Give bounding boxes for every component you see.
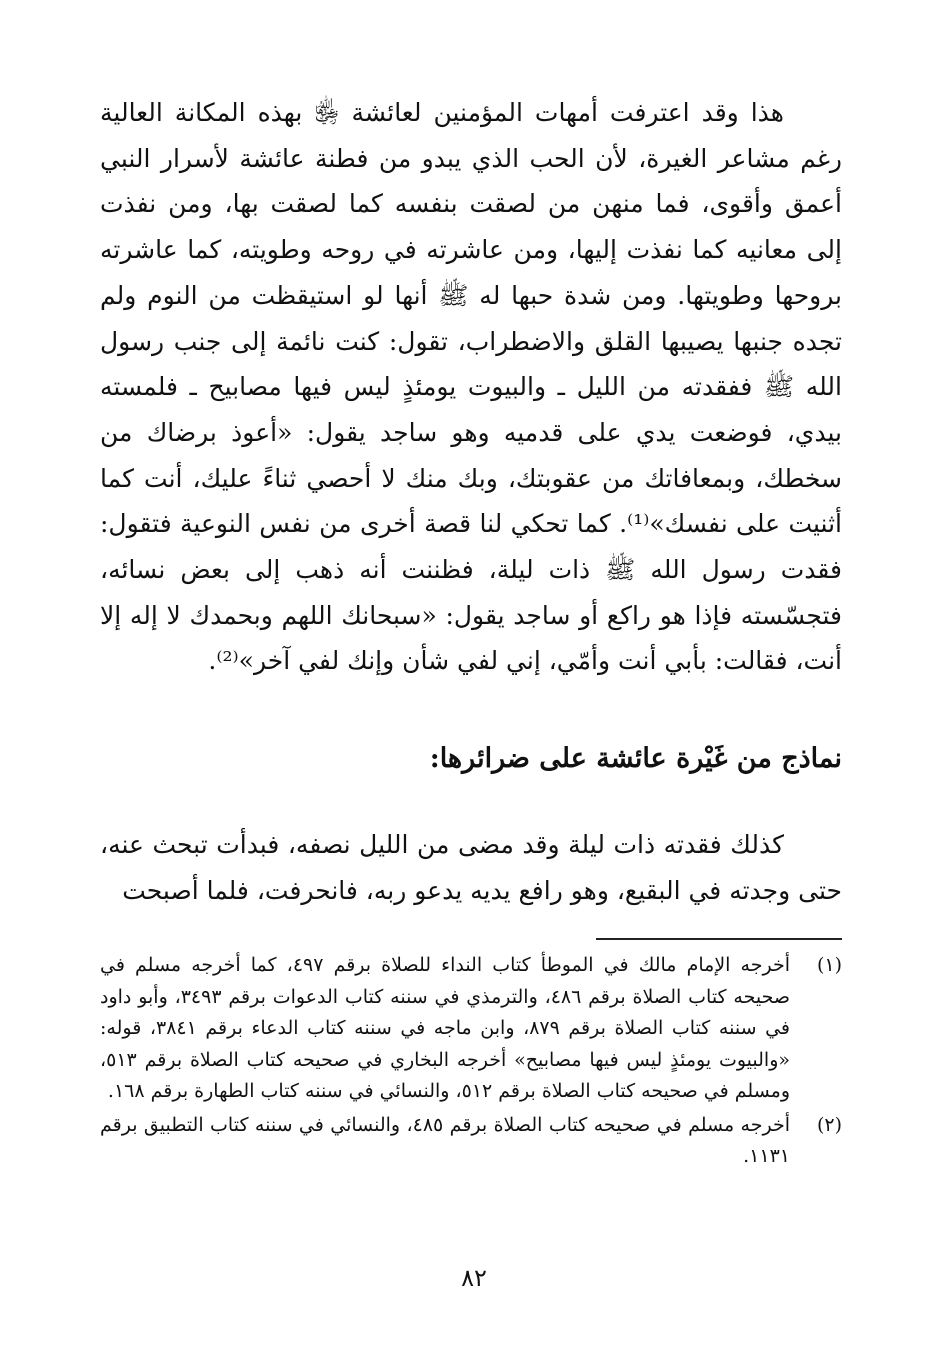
footnote-number: (١) <box>816 954 842 976</box>
section-heading: نماذج من غَيْرة عائشة على ضرائرها: <box>429 743 842 774</box>
footnote-number: (٢) <box>816 1113 842 1136</box>
footnote <box>100 1110 842 1173</box>
footnotes <box>100 950 842 1175</box>
footnote-text: أخرجه الإمام مالك في الموطأ كتاب النداء للصلاة برقم ٤٩٧، كما أخرجه مسلم في صحيحه كتاب الصلاة برقم ٤٨٦، والترمذي في سننه كتاب الدعوات برقم ٣٤٩٣، وأبو داود في سننه كتاب الصلاة برقم ٨٧٩، وابن ماجه في سننه كتاب الدعاء برقم ٣٨٤١، قوله: «والبيوت يومئذٍ ليس فيها مصابيح» أخرجه البخاري في صحيحه كتاب الصلاة برقم ٥١٣، ومسلم في صحيحه كتاب الصلاة برقم ٥١٢، والنسائي في سننه كتاب الطهارة برقم ١٦٨. <box>100 954 790 1102</box>
footnote-divider <box>596 938 842 940</box>
paragraph-1: هذا وقد اعترفت أمهات المؤمنين لعائشة ﵂ بهذه المكانة العالية رغم مشاعر الغيرة، لأن الحب الذي يبدو من فطنة عائشة لأسرار النبي أعمق وأقوى، فما منهن من لصقت بنفسه كما لصقت بها، ومن نفذت إلى معانيه كما نفذت إليها، ومن عاشرته في روحه وطويته، كما عاشرته بروحها وطويتها. ومن شدة حبها له ﷺ أنها لو استيقظت من النوم ولم تجده جنبها يصيبها القلق والاضطراب، تقول: كنت نائمة إلى جنب رسول الله ﷺ ففقدته من الليل ـ والبيوت يومئذٍ ليس فيها مصابيح ـ فلمسته بيدي، فوضعت يدي على قدميه وهو ساجد يقول: «أعوذ برضاك من سخطك، وبمعافاتك من عقوبتك، وبك منك لا أحصي ثناءً عليك، أنت كما أثنيت على نفسك»⁽¹⁾. كما تحكي لنا قصة أخرى من نفس النوعية فتقول: فقدت رسول الله ﷺ ذات ليلة، فظننت أنه ذهب إلى بعض نسائه، فتجسّسته فإذا هو راكع أو ساجد يقول: «سبحانك اللهم وبحمدك لا إله إلا أنت، فقالت: بأبي أنت وأمّي، إني لفي شأن وإنك لفي آخر»⁽²⁾. <box>100 98 842 676</box>
section-text <box>100 822 842 914</box>
page-number: ٨٢ <box>461 1264 487 1292</box>
paragraph-2: كذلك فقدته ذات ليلة وقد مضى من الليل نصفه، فبدأت تبحث عنه، حتى وجدته في البقيع، وهو رافع يديه يدعو ربه، فانحرفت، فلما أصبحت <box>100 830 842 905</box>
footnote <box>100 950 842 1108</box>
main-text <box>100 90 842 684</box>
footnote-text: أخرجه مسلم في صحيحه كتاب الصلاة برقم ٤٨٥، والنسائي في سننه كتاب التطبيق برقم ١١٣١. <box>100 1113 790 1167</box>
